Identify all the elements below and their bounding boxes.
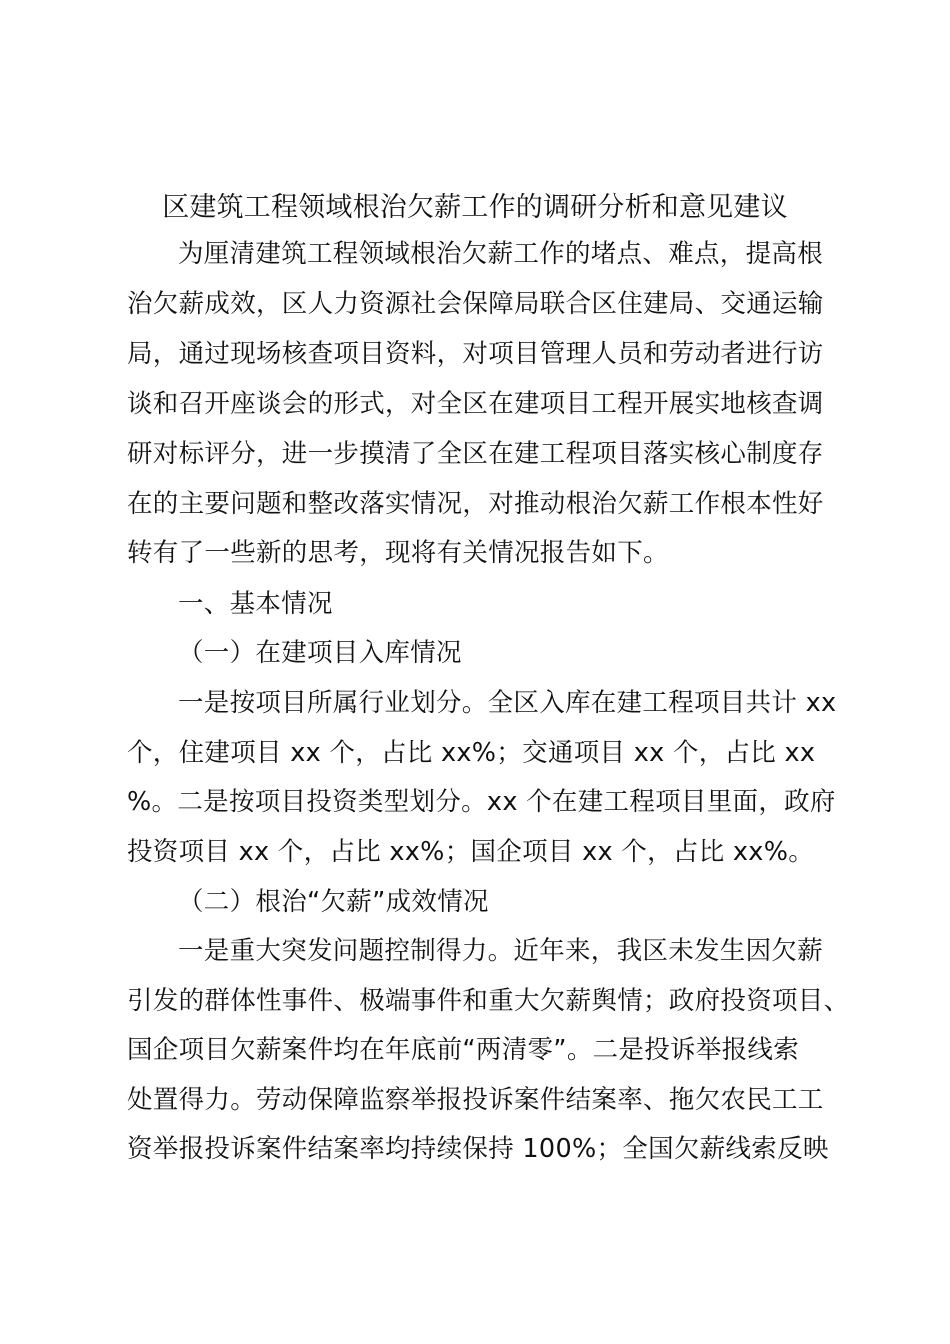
- subsection-heading: （一）在建项目入库情况: [178, 638, 462, 668]
- paragraph-line: 转有了一些新的思考，现将有关情况报告如下。: [127, 538, 669, 568]
- paragraph-line: 处置得力。劳动保障监察举报投诉案件结案率、拖欠农民工工: [127, 1085, 824, 1115]
- paragraph-line: 引发的群体性事件、极端事件和重大欠薪舆情；政府投资项目、: [127, 986, 850, 1016]
- paragraph-line: 在的主要问题和整改落实情况，对推动根治欠薪工作根本性好: [127, 489, 824, 519]
- paragraph-line: 局，通过现场核查项目资料，对项目管理人员和劳动者进行访: [127, 339, 824, 369]
- paragraph-line: 资举报投诉案件结案率均持续保持 100%；全国欠薪线索反映: [127, 1134, 829, 1164]
- paragraph-line: 个，住建项目 xx 个，占比 xx%；交通项目 xx 个，占比 xx: [127, 738, 816, 768]
- section-heading: 一、基本情况: [178, 589, 333, 619]
- paragraph-line: 投资项目 xx 个，占比 xx%；国企项目 xx 个，占比 xx%。: [127, 837, 815, 867]
- paragraph-line: 一是重大突发问题控制得力。近年来，我区未发生因欠薪: [178, 936, 824, 966]
- paragraph-line: 研对标评分，进一步摸清了全区在建工程项目落实核心制度存: [127, 439, 824, 469]
- document-title: 区建筑工程领域根治欠薪工作的调研分析和意见建议: [162, 192, 788, 223]
- subsection-heading: （二）根治“欠薪”成效情况: [178, 887, 489, 917]
- paragraph-line: %。二是按项目投资类型划分。xx 个在建工程项目里面，政府: [127, 787, 836, 817]
- paragraph-line: 一是按项目所属行业划分。全区入库在建工程项目共计 xx: [178, 688, 837, 718]
- paragraph-line: 治欠薪成效，区人力资源社会保障局联合区住建局、交通运输: [127, 289, 824, 319]
- paragraph-line: 谈和召开座谈会的形式，对全区在建项目工程开展实地核查调: [127, 389, 824, 419]
- paragraph-line: 国企项目欠薪案件均在年底前“两清零”。二是投诉举报线索: [127, 1035, 800, 1065]
- paragraph-line: 为厘清建筑工程领域根治欠薪工作的堵点、难点，提高根: [178, 239, 824, 269]
